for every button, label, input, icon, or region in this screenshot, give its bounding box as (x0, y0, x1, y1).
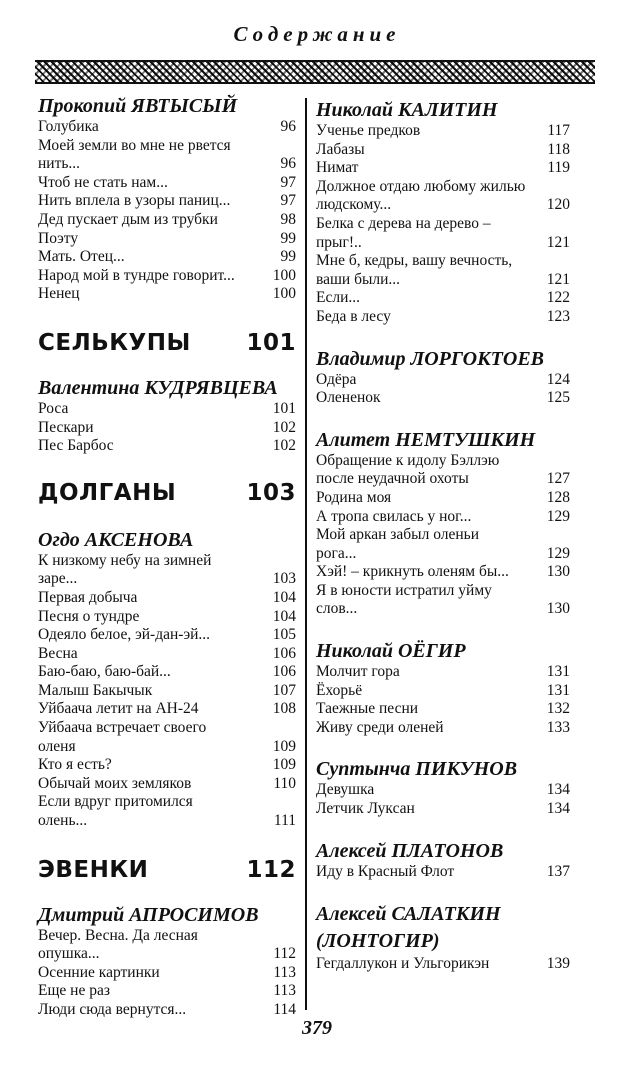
entry-page-number: 139 (546, 955, 570, 973)
entry-title: Беда в лесу (316, 307, 391, 325)
toc-entry (316, 371, 570, 390)
entry-page-number: 108 (272, 700, 296, 718)
entry-title: Роса (38, 399, 69, 417)
toc-entry (38, 285, 296, 304)
entry-list (38, 118, 296, 304)
entry-title: Пескари (38, 418, 94, 436)
right-column (316, 94, 570, 974)
entry-list (38, 400, 296, 456)
entry-title: Одеяло белое, эй-дан-эй... (38, 626, 211, 644)
entry-title: Нить вплела в узоры паниц... (38, 192, 231, 210)
toc-entry (38, 793, 296, 830)
entry-page-number: 134 (546, 800, 570, 818)
entry-page-number: 102 (272, 437, 296, 455)
entry-page-number: 100 (272, 285, 296, 303)
entry-title: Девушка (316, 781, 375, 799)
author-name: Прокопий ЯВТЫСЫЙ (38, 95, 238, 117)
entry-title: Поэту (38, 229, 79, 247)
toc-entry (316, 308, 570, 327)
entry-list (38, 552, 296, 831)
entry-page-number: 96 (280, 155, 296, 173)
toc-entry (38, 419, 296, 438)
entry-list (38, 927, 296, 1020)
entry-title: Пес Барбос (38, 437, 114, 455)
entry-list (316, 781, 570, 818)
author-name: Огдо АКСЕНОВА (38, 528, 194, 551)
entry-title: Вечер. Весна. Да лесная опушка... (38, 926, 198, 963)
entry-page-number: 99 (280, 229, 296, 247)
toc-entry (316, 863, 570, 882)
author-name: Алексей САЛАТКИН (ЛОНТОГИР) (316, 903, 501, 953)
toc-entry (316, 389, 570, 408)
entry-title: Родина моя (316, 488, 392, 506)
people-heading-name: ЭВЕНКИ (38, 856, 149, 883)
entry-title: Нимат (316, 159, 359, 177)
toc-entry (38, 230, 296, 249)
entry-page-number: 130 (546, 600, 570, 618)
entry-page-number: 125 (546, 389, 570, 407)
toc-entry (38, 626, 296, 645)
entry-title: Уйбаача летит на АН-24 (38, 700, 199, 718)
entry-page-number: 97 (280, 173, 296, 191)
toc-entry (38, 437, 296, 456)
page-number: 379 (302, 1017, 332, 1039)
toc-entry (316, 663, 570, 682)
entry-page-number: 109 (272, 756, 296, 774)
author-section (316, 428, 570, 619)
entry-page-number: 131 (546, 681, 570, 699)
entry-title: Голубика (38, 118, 99, 135)
entry-page-number: 112 (273, 945, 296, 963)
toc-entry (316, 122, 570, 141)
toc-entry (38, 645, 296, 664)
toc-entry (38, 174, 296, 193)
toc-entry (316, 289, 570, 308)
entry-page-number: 130 (546, 563, 570, 581)
entry-title: Мне б, кедры, вашу вечность, ваши были... (316, 252, 513, 288)
entry-page-number: 128 (546, 488, 570, 506)
entry-title: Первая добыча (38, 588, 138, 606)
entry-title: Малыш Бакычык (38, 681, 153, 699)
toc-entry (38, 719, 296, 756)
toc-entry (38, 400, 296, 419)
entry-title: Ёхорьё (316, 681, 363, 699)
toc-entry (38, 756, 296, 775)
entry-page-number: 104 (272, 607, 296, 625)
author-name: Алексей ПЛАТОНОВ (316, 839, 504, 862)
entry-title: Одёра (316, 370, 357, 388)
people-heading (38, 480, 296, 506)
entry-page-number: 113 (273, 982, 296, 1000)
entry-page-number: 114 (273, 1001, 296, 1018)
toc-entry (316, 489, 570, 508)
author-section (38, 903, 296, 1020)
toc-entry (38, 682, 296, 701)
entry-page-number: 124 (546, 370, 570, 388)
author-section (316, 639, 570, 737)
toc-entry (316, 800, 570, 819)
toc-entry (316, 781, 570, 800)
entry-title: Чтоб не стать нам... (38, 173, 168, 191)
people-heading-page: 103 (246, 479, 296, 506)
toc-entry (38, 211, 296, 230)
entry-title: Хэй! – крикнуть оленям бы... (316, 563, 509, 581)
entry-page-number: 97 (280, 192, 296, 210)
people-heading (38, 857, 296, 883)
entry-list (316, 122, 570, 327)
toc-entry (38, 663, 296, 682)
entry-page-number: 96 (280, 118, 296, 135)
entry-title: Весна (38, 644, 78, 662)
toc-entry (316, 252, 570, 289)
entry-list (316, 955, 570, 974)
entry-page-number: 119 (547, 159, 570, 177)
entry-page-number: 110 (273, 774, 296, 792)
entry-page-number: 109 (272, 737, 296, 755)
people-heading-name: ДОЛГАНЫ (38, 479, 177, 506)
author-section (316, 98, 570, 327)
author-section (316, 347, 570, 408)
entry-title: Молчит гора (316, 663, 400, 681)
entry-title: Песня о тундре (38, 607, 140, 625)
toc-entry (38, 118, 296, 137)
entry-title: Лабазы (316, 140, 365, 158)
entry-page-number: 121 (546, 233, 570, 251)
author-section (316, 901, 570, 974)
entry-title: Народ мой в тундре говорит... (38, 266, 235, 284)
entry-title: Живу среди оленей (316, 718, 444, 736)
entry-page-number: 101 (272, 399, 296, 417)
entry-page-number: 100 (272, 266, 296, 284)
entry-title: Летчик Луксан (316, 800, 415, 818)
entry-page-number: 117 (547, 122, 570, 139)
entry-list (316, 863, 570, 882)
toc-entry (38, 248, 296, 267)
entry-page-number: 121 (546, 270, 570, 288)
entry-page-number: 134 (546, 781, 570, 799)
people-heading-name: СЕЛЬКУПЫ (38, 329, 191, 356)
author-name: Владимир ЛОРГОКТОЕВ (316, 347, 545, 370)
author-name: Дмитрий АПРОСИМОВ (38, 903, 259, 926)
entry-title: Уйбаача встречает своего оленя (38, 719, 207, 755)
left-column (38, 94, 296, 1020)
entry-page-number: 127 (546, 470, 570, 488)
toc-entry (316, 452, 570, 489)
entry-title: Баю-баю, баю-бай... (38, 663, 171, 681)
entry-list (316, 663, 570, 737)
toc-entry (38, 775, 296, 794)
toc-entry (316, 215, 570, 252)
entry-page-number: 137 (546, 862, 570, 880)
entry-title: Таежные песни (316, 700, 419, 718)
toc-entry (38, 700, 296, 719)
toc-entry (316, 159, 570, 178)
toc-entry (38, 267, 296, 286)
entry-page-number: 106 (272, 663, 296, 681)
entry-page-number: 132 (546, 700, 570, 718)
entry-title: А тропа свилась у ног... (316, 507, 472, 525)
toc-entry (316, 526, 570, 563)
author-name: Суптынча ПИКУНОВ (316, 758, 518, 781)
author-name: Николай ОЁГИР (316, 640, 466, 663)
entry-title: Гегдаллукон и Ульгорикэн (316, 955, 490, 973)
toc-entry (316, 700, 570, 719)
entry-title: Ненец (38, 285, 80, 303)
entry-title: Ученье предков (316, 122, 421, 139)
entry-title: Осенние картинки (38, 963, 160, 981)
entry-title: Мой аркан забыл оленьи рога... (316, 526, 480, 562)
people-heading (38, 330, 296, 356)
entry-title: Обращение к идолу Бэллэю после неудачной охоты (316, 451, 500, 488)
toc-entry (38, 589, 296, 608)
entry-page-number: 104 (272, 588, 296, 606)
entry-page-number: 103 (272, 570, 296, 588)
author-name: Валентина КУДРЯВЦЕВА (38, 376, 278, 399)
entry-page-number: 131 (546, 663, 570, 681)
entry-title: Мать. Отец... (38, 248, 125, 266)
entry-page-number: 99 (280, 248, 296, 266)
toc-entry (316, 682, 570, 701)
decorative-ornament-band (35, 60, 595, 84)
column-divider (305, 98, 307, 1010)
entry-title: Люди сюда вернутся... (38, 1001, 187, 1018)
entry-title: Олененок (316, 389, 381, 407)
entry-page-number: 107 (272, 681, 296, 699)
toc-entry (316, 563, 570, 582)
entry-list (316, 452, 570, 619)
author-name: Алитет НЕМТУШКИН (316, 428, 536, 451)
entry-title: Если вдруг притомился олень... (38, 793, 193, 830)
entry-title: Должное отдаю любому жилью людскому... (316, 177, 526, 214)
toc-entry (316, 508, 570, 527)
toc-entry (38, 927, 296, 964)
people-heading-page: 112 (246, 856, 296, 883)
toc-entry (316, 582, 570, 619)
entry-title: К низкому небу на зимней заре... (38, 551, 212, 588)
entry-page-number: 111 (273, 812, 296, 830)
entry-page-number: 129 (546, 507, 570, 525)
toc-entry (38, 608, 296, 627)
entry-title: Еще не раз (38, 982, 110, 1000)
entry-page-number: 98 (280, 210, 296, 228)
entry-page-number: 129 (546, 544, 570, 562)
entry-title: Белка с дерева на дерево – прыг!.. (316, 214, 491, 251)
entry-page-number: 122 (546, 289, 570, 307)
entry-page-number: 102 (272, 418, 296, 436)
people-heading-page: 101 (246, 329, 296, 356)
entry-page-number: 113 (273, 963, 296, 981)
toc-entry (316, 141, 570, 160)
toc-entry (38, 137, 296, 174)
entry-page-number: 106 (272, 644, 296, 662)
entry-page-number: 120 (546, 196, 570, 214)
entry-title: Моей земли во мне не рвется нить... (38, 136, 231, 173)
entry-page-number: 118 (547, 140, 570, 158)
entry-title: Иду в Красный Флот (316, 862, 455, 880)
toc-entry (316, 719, 570, 738)
entry-title: Дед пускает дым из трубки (38, 210, 218, 228)
entry-page-number: 133 (546, 718, 570, 736)
entry-list (316, 371, 570, 408)
author-section (38, 376, 296, 456)
toc-entry (38, 982, 296, 1001)
entry-title: Кто я есть? (38, 756, 112, 774)
toc-entry (38, 964, 296, 983)
author-section (38, 94, 296, 304)
entry-title: Я в юности истратил уйму слов... (316, 581, 492, 618)
toc-entry (38, 192, 296, 211)
toc-entry (316, 178, 570, 215)
toc-entry (316, 955, 570, 974)
entry-page-number: 105 (272, 626, 296, 644)
author-section (316, 839, 570, 882)
entry-page-number: 123 (546, 307, 570, 325)
page-header-title: Содержание (233, 22, 401, 46)
author-section (316, 757, 570, 818)
entry-title: Если... (316, 289, 361, 307)
toc-entry (38, 552, 296, 589)
author-section (38, 528, 296, 831)
author-name: Николай КАЛИТИН (316, 99, 498, 121)
entry-title: Обычай моих земляков (38, 774, 192, 792)
